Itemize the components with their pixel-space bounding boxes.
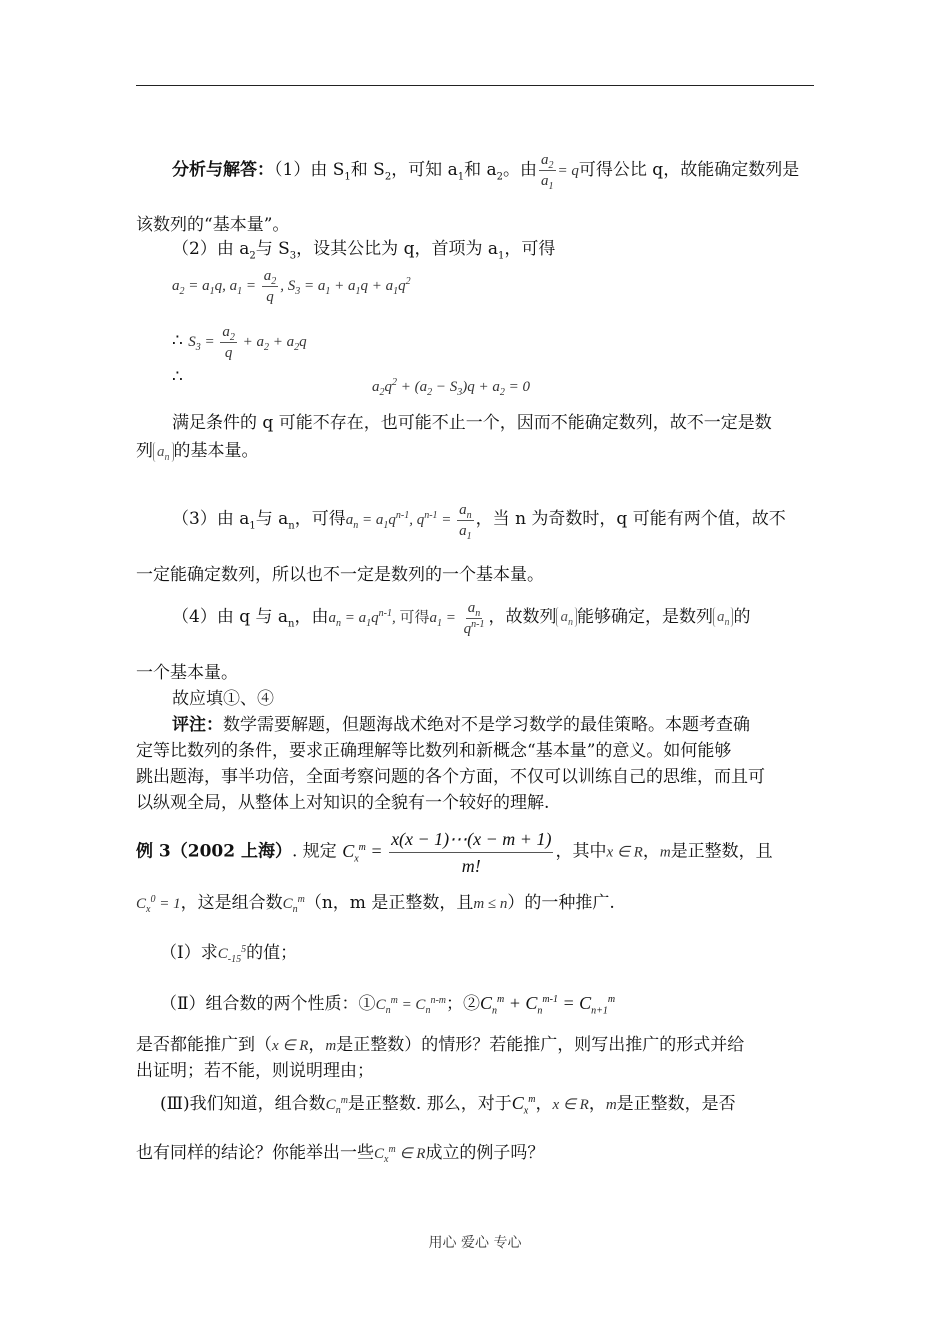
analysis-line-2: 该数列的“基本量”。 xyxy=(136,215,290,235)
question-2-line-3: 出证明；若不能，则说明理由； xyxy=(136,1061,374,1081)
question-3-line-2: 也有同样的结论？你能举出一些$C_x^m$ ∈ R成立的例子吗？ xyxy=(136,1143,545,1165)
part4-conclusion: 一个基本量。 xyxy=(136,663,238,683)
therefore-symbol-2: ∴ xyxy=(172,367,183,387)
formula-cxm-definition: $C_x^m$ = $\frac{x(x - 1)\cdots(x - m + 1)}{m!}$ xyxy=(342,841,555,861)
comment-line-3: 跳出题海，事半功倍，全面考察问题的各个方面，不仅可以训练自己的思维，而且可 xyxy=(136,767,765,787)
formula-an-a1q: $a_n = a_1q^{n-1}$, $q^{n-1}$ = $\frac{a_n}{a_1}$ xyxy=(345,502,472,542)
formula-a2-over-a1: $\frac{a_2}{a_1}$ xyxy=(541,152,554,192)
comment-label: 评注： xyxy=(172,715,223,735)
part2-conclusion-1: 满足条件的 q 可能不存在，也可能不止一个，因而不能确定数列，故不一定是数 xyxy=(172,413,772,433)
analysis-label: 分析与解答： xyxy=(172,160,274,180)
example-3-line-1: 例 3（2002 上海）. 规定 $C_x^m$ = $\frac{x(x - 1)\cdots(x - m + 1)}{m!}$ ，其中x ∈ R，m是正整数，且 xyxy=(136,826,773,879)
part3-line: （3）由 $a_1$与 $a_n$，可得$a_n = a_1q^{n-1}$, $q^{n-1}$ = $\frac{a_n}{a_1}$ ，当 n 为奇数时，q 可能有两个值，故不 xyxy=(172,502,786,542)
comment-line-4: 以纵观全局，从整体上对知识的全貌有一个较好的理解. xyxy=(136,793,550,813)
question-2-line-1: （Ⅱ）组合数的两个性质：$①C_n^m = C_n^{n-m}$；$②C_n^m + C_n^{m-1} = C_{n+1}^m$ xyxy=(160,993,616,1017)
part3-conclusion: 一定能确定数列，所以也不一定是数列的一个基本量。 xyxy=(136,565,544,585)
sequence-an: $a_n$ xyxy=(153,442,174,462)
formula-s3-in-terms-of-a2: ∴ $S_3$ = $\frac{a_2}{q}$ + $a_2 + a_2q$ xyxy=(172,324,307,361)
answer-line: 故应填①、④ xyxy=(172,689,274,709)
part2-conclusion-2: 列 $a_n$ 的基本量。 xyxy=(136,441,259,463)
formula-s3-expansion: $a_2 = a_1q$, $a_1$ = $\frac{a_2}{q}$ , $S_3 = a_1 + a_1q + a_1q^2$ xyxy=(172,268,411,305)
header-rule xyxy=(136,85,814,86)
question-1: （Ⅰ）求$C_{-15}^5$的值； xyxy=(160,943,298,965)
question-2-line-2: 是否都能推广到（x ∈ R，m是正整数）的情形？若能推广，则写出推广的形式并给 xyxy=(136,1035,745,1055)
therefore-symbol: ∴ xyxy=(172,330,183,351)
analysis-line-1: 分析与解答：（1）由 $S_1$和 $S_2$，可知 $a_1$和 $a_2$。由 $\frac{a_2}{a_1}$ = q可得公比 q，故能确定数列是 xyxy=(172,152,800,192)
example-3-line-2: $C_x^0 = 1$，这是组合数$C_n^m(n$，m 是正整数，且m ≤ n）的一种推广. xyxy=(136,893,615,915)
part4-line: （4）由 q 与 $a_n$，由$a_n = a_1q^{n-1}$, 可得$a_1$ = $\frac{a_n}{q^{n-1}}$ ，故数列 $a_n$ 能够确定，是数列 $a_n$ 的 xyxy=(172,600,751,637)
example-label: 例 3（2002 上海） xyxy=(136,841,292,862)
formula-quadratic-q: $a_2q^2 + (a_2 - S_3)q + a_2 = 0$ xyxy=(372,377,530,398)
comment-line-1: 评注：数学需要解题，但题海战术绝对不是学习数学的最佳策略。本题考查确 xyxy=(172,715,750,735)
formula-a1-from-q: $a_n = a_1q^{n-1}$, 可得$a_1$ = $\frac{a_n}{q^{n-1}}$ xyxy=(328,600,485,637)
page-footer: 用心 爱心 专心 xyxy=(428,1235,522,1251)
part2-line: （2）由 $a_2$与 $S_3$，设其公比为 q，首项为 $a_1$，可得 xyxy=(172,239,556,262)
comment-line-2: 定等比数列的条件，要求正确理解等比数列和新概念“基本量”的意义。如何能够 xyxy=(136,741,732,761)
question-3-line-1: (Ⅲ)我们知道，组合数$C_n^m$是正整数. 那么，对于$C_x^m$，x ∈ R，m是正整数，是否 xyxy=(160,1093,736,1117)
